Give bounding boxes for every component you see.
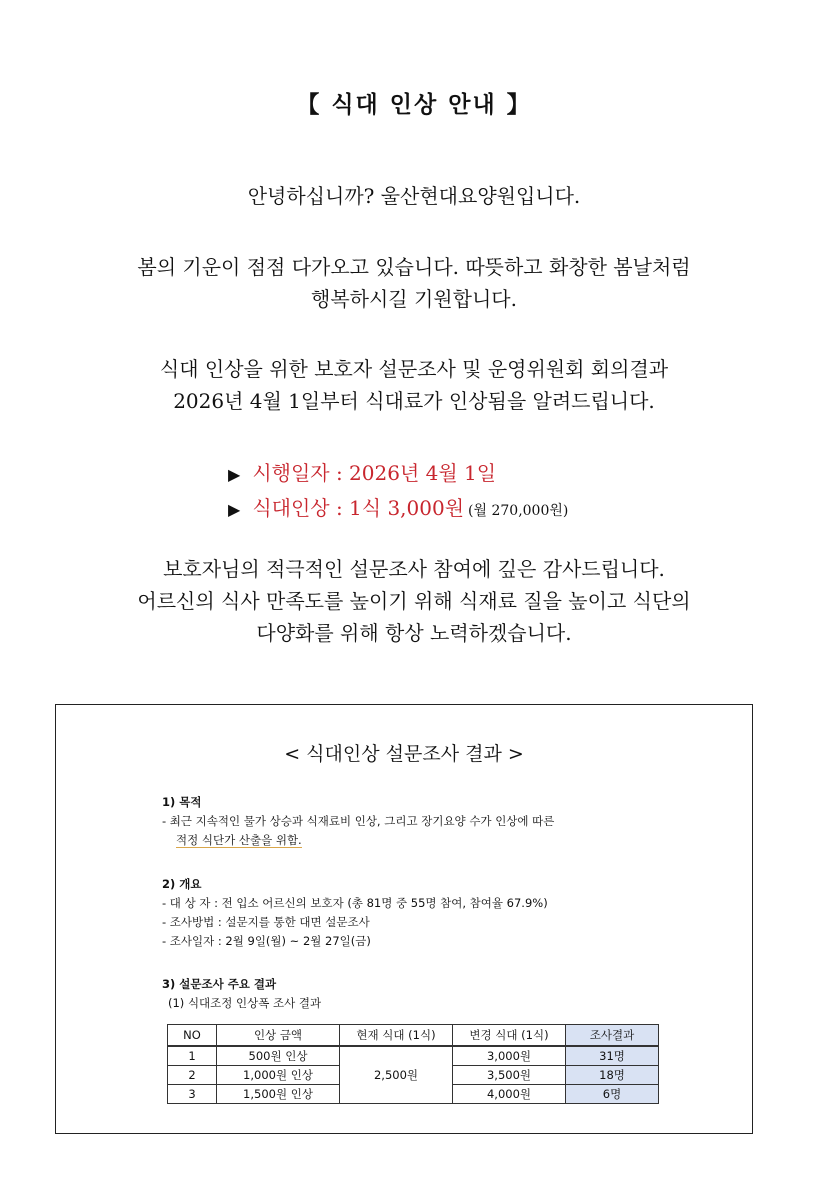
greeting-text: 안녕하십니까? 울산현대요양원입니다.	[247, 184, 581, 208]
price-line	[228, 492, 568, 527]
cell-amount: 1,500원 인상	[217, 1085, 340, 1104]
header-no: NO	[168, 1025, 217, 1047]
cell-result: 31명	[566, 1046, 659, 1066]
season-line-1: 봄의 기운이 점점 다가오고 있습니다. 따뜻하고 화창한 봄날처럼	[137, 255, 691, 279]
cell-new-price: 4,000원	[453, 1085, 566, 1104]
greeting	[0, 180, 828, 212]
closing-line-2: 어르신의 식사 만족도를 높이기 위해 식재료 질을 높이고 식단의	[137, 589, 691, 613]
monthly-price: (월 270,000원)	[468, 503, 569, 519]
survey-results-table	[167, 1024, 659, 1104]
section-results-subheading: (1) 식대조정 인상폭 조사 결과	[168, 996, 322, 1010]
cell-new-price: 3,500원	[453, 1066, 566, 1085]
header-new-price: 변경 식대 (1식)	[453, 1025, 566, 1047]
cell-no: 2	[168, 1066, 217, 1085]
closing-line-3: 다양화를 위해 항상 노력하겠습니다.	[256, 621, 572, 645]
season-line-2: 행복하시길 기원합니다.	[311, 287, 517, 311]
cell-result: 6명	[566, 1085, 659, 1104]
triangle-marker-icon: ▶	[228, 500, 241, 519]
table-header-row	[168, 1025, 659, 1047]
cell-new-price: 3,000원	[453, 1046, 566, 1066]
meal-price: 식대인상 : 1식 3,000원	[252, 496, 465, 520]
overview-date: - 조사일자 : 2월 9일(월) ~ 2월 27일(금)	[162, 934, 371, 948]
section-results-heading: 3) 설문조사 주요 결과	[162, 977, 277, 991]
section-purpose-line-2	[162, 831, 554, 850]
notice-line-2: 2026년 4월 1일부터 식대료가 인상됨을 알려드립니다.	[173, 389, 655, 413]
overview-target: - 대 상 자 : 전 입소 어르신의 보호자 (총 81명 중 55명 참여, 참여율 67.9%)	[162, 896, 548, 910]
section-purpose-line-1: - 최근 지속적인 물가 상승과 식재료비 인상, 그리고 장기요양 수가 인상에 따른	[162, 814, 555, 828]
survey-results-box	[55, 704, 753, 1134]
overview-method: - 조사방법 : 설문지를 통한 대면 설문조사	[162, 915, 370, 929]
season-paragraph	[0, 251, 828, 315]
page-title: 【 식대 인상 안내 】	[296, 92, 532, 118]
cell-current-price: 2,500원	[340, 1046, 453, 1104]
cell-amount: 500원 인상	[217, 1046, 340, 1066]
section-overview	[162, 875, 548, 951]
cell-result: 18명	[566, 1066, 659, 1085]
triangle-marker-icon: ▶	[228, 465, 241, 484]
table-row	[168, 1046, 659, 1066]
section-purpose	[162, 793, 554, 850]
closing-paragraph	[0, 553, 828, 649]
cell-no: 3	[168, 1085, 217, 1104]
effective-date: 시행일자 : 2026년 4월 1일	[252, 461, 497, 485]
header-amount: 인상 금액	[217, 1025, 340, 1047]
notice-paragraph	[0, 353, 828, 417]
effective-date-line	[228, 457, 496, 491]
cell-amount: 1,000원 인상	[217, 1066, 340, 1085]
survey-title: < 식대인상 설문조사 결과 >	[284, 743, 524, 765]
closing-line-1: 보호자님의 적극적인 설문조사 참여에 깊은 감사드립니다.	[163, 557, 665, 581]
section-overview-heading: 2) 개요	[162, 877, 202, 891]
section-purpose-heading: 1) 목적	[162, 795, 202, 809]
header-current-price: 현재 식대 (1식)	[340, 1025, 453, 1047]
notice-line-1: 식대 인상을 위한 보호자 설문조사 및 운영위원회 회의결과	[159, 357, 669, 381]
section-results	[162, 975, 321, 1013]
cell-no: 1	[168, 1046, 217, 1066]
section-purpose-line-2-text: 적정 식단가 산출을 위함.	[176, 833, 302, 847]
header-result: 조사결과	[566, 1025, 659, 1047]
